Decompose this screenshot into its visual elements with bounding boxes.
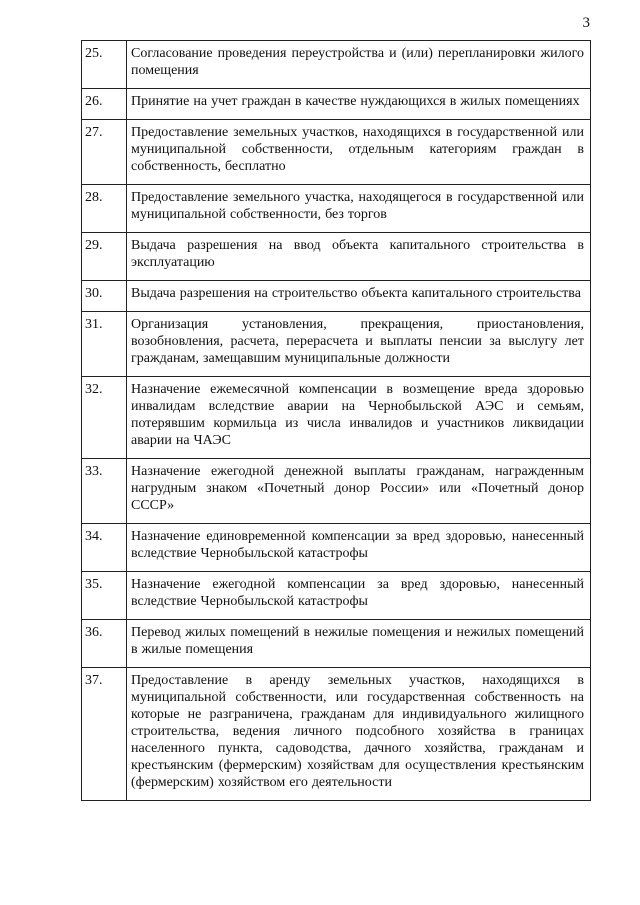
table-row [82,668,591,801]
service-name: Назначение единовременной компенсации за вред здоровью, нанесенный вследствие Чернобыльской катастрофы [127,524,591,572]
row-number: 33. [82,459,127,524]
table-row [82,572,591,620]
table-row [82,89,591,120]
table-row [82,377,591,459]
service-name: Предоставление в аренду земельных участков, находящихся в муниципальной собственности, или государственная собственность на которые не разграничена, гражданам для индивидуального жилищного строительства, ведения личного подсобного хозяйства в границах населенного пункта, садоводства, дачного хозяйства, гражданам и крестьянским (фермерским) хозяйствам для осуществления крестьянским (фермерским) хозяйством его деятельности [127,668,591,801]
service-name: Организация установления, прекращения, приостановления, возобновления, расчета, перерасчета и выплаты пенсии за выслугу лет гражданам, замещавшим муниципальные должности [127,312,591,377]
row-number: 29. [82,233,127,281]
table-row [82,524,591,572]
page-number: 3 [582,15,590,31]
row-number: 32. [82,377,127,459]
services-table [81,40,591,801]
row-number: 25. [82,41,127,89]
row-number: 37. [82,668,127,801]
table-row [82,120,591,185]
row-number: 35. [82,572,127,620]
service-name: Согласование проведения переустройства и (или) перепланировки жилого помещения [127,41,591,89]
service-name: Перевод жилых помещений в нежилые помещения и нежилых помещений в жилые помещения [127,620,591,668]
table-row [82,312,591,377]
table-row [82,620,591,668]
service-name: Назначение ежегодной денежной выплаты гражданам, награжденным нагрудным знаком «Почетный донор России» или «Почетный донор СССР» [127,459,591,524]
service-name: Назначение ежегодной компенсации за вред здоровью, нанесенный вследствие Чернобыльской катастрофы [127,572,591,620]
row-number: 26. [82,89,127,120]
row-number: 36. [82,620,127,668]
service-name: Предоставление земельных участков, находящихся в государственной или муниципальной собственности, отдельным категориям граждан в собственность, бесплатно [127,120,591,185]
table-row [82,185,591,233]
table-row [82,459,591,524]
service-name: Выдача разрешения на строительство объекта капитального строительства [127,281,591,312]
table-row [82,281,591,312]
row-number: 31. [82,312,127,377]
service-name: Выдача разрешения на ввод объекта капитального строительства в эксплуатацию [127,233,591,281]
row-number: 27. [82,120,127,185]
table-row [82,233,591,281]
service-name: Назначение ежемесячной компенсации в возмещение вреда здоровью инвалидам вследствие аварии на Чернобыльской АЭС и семьям, потерявшим кормильца из числа инвалидов и участников ликвидации аварии на ЧАЭС [127,377,591,459]
row-number: 30. [82,281,127,312]
row-number: 34. [82,524,127,572]
service-name: Принятие на учет граждан в качестве нуждающихся в жилых помещениях [127,89,591,120]
service-name: Предоставление земельного участка, находящегося в государственной или муниципальной собственности, без торгов [127,185,591,233]
table-row [82,41,591,89]
row-number: 28. [82,185,127,233]
